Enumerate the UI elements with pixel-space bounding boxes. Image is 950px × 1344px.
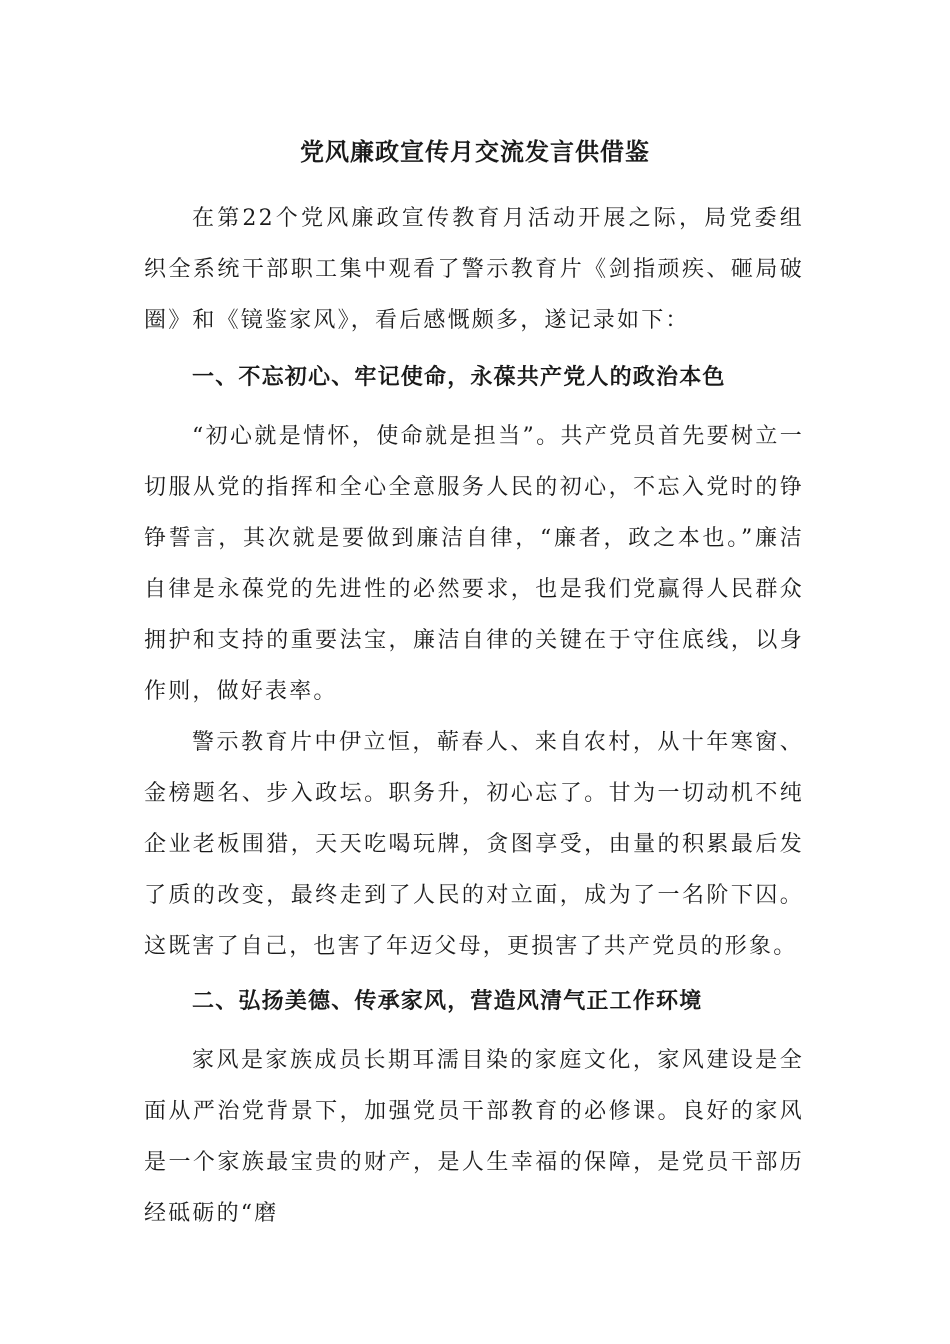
section-heading-2: 二、弘扬美德、传承家风，营造风清气正工作环境 xyxy=(192,988,703,1014)
paragraph-warning-case: 警示教育片中伊立恒，蕲春人、来自农村，从十年寒窗、金榜题名、步入政坛。职务升，初心忘了。甘为一切动机不纯企业老板围猎，天天吃喝玩牌，贪图享受，由量的积累最后发了质的改变，最终走到了人民的对立面，成为了一名阶下囚。这既害了自己，也害了年迈父母，更损害了共产党员的形象。 xyxy=(144,730,804,959)
document-title: 党风廉政宣传月交流发言供借鉴 xyxy=(300,137,650,166)
paragraph-family-tradition: 家风是家族成员长期耳濡目染的家庭文化，家风建设是全面从严治党背景下，加强党员干部教育的必修课。良好的家风是一个家族最宝贵的财产，是人生幸福的保障，是党员干部历经砥砺的“磨 xyxy=(144,1048,804,1226)
section-heading-1: 一、不忘初心、牢记使命，永葆共产党人的政治本色 xyxy=(192,364,726,390)
paragraph-original-aspiration: “初心就是情怀，使命就是担当”。共产党员首先要树立一切服从党的指挥和全心全意服务人民的初心，不忘入党时的铮铮誓言，其次就是要做到廉洁自律，“廉者，政之本也。”廉洁自律是永葆党的先进性的必然要求，也是我们党赢得人民群众拥护和支持的重要法宝，廉洁自律的关键在于守住底线，以身作则，做好表率。 xyxy=(144,424,804,704)
paragraph-intro: 在第22个党风廉政宣传教育月活动开展之际，局党委组织全系统干部职工集中观看了警示教育片《剑指顽疾、砸局破圈》和《镜鉴家风》，看后感慨颇多，遂记录如下： xyxy=(144,206,804,333)
